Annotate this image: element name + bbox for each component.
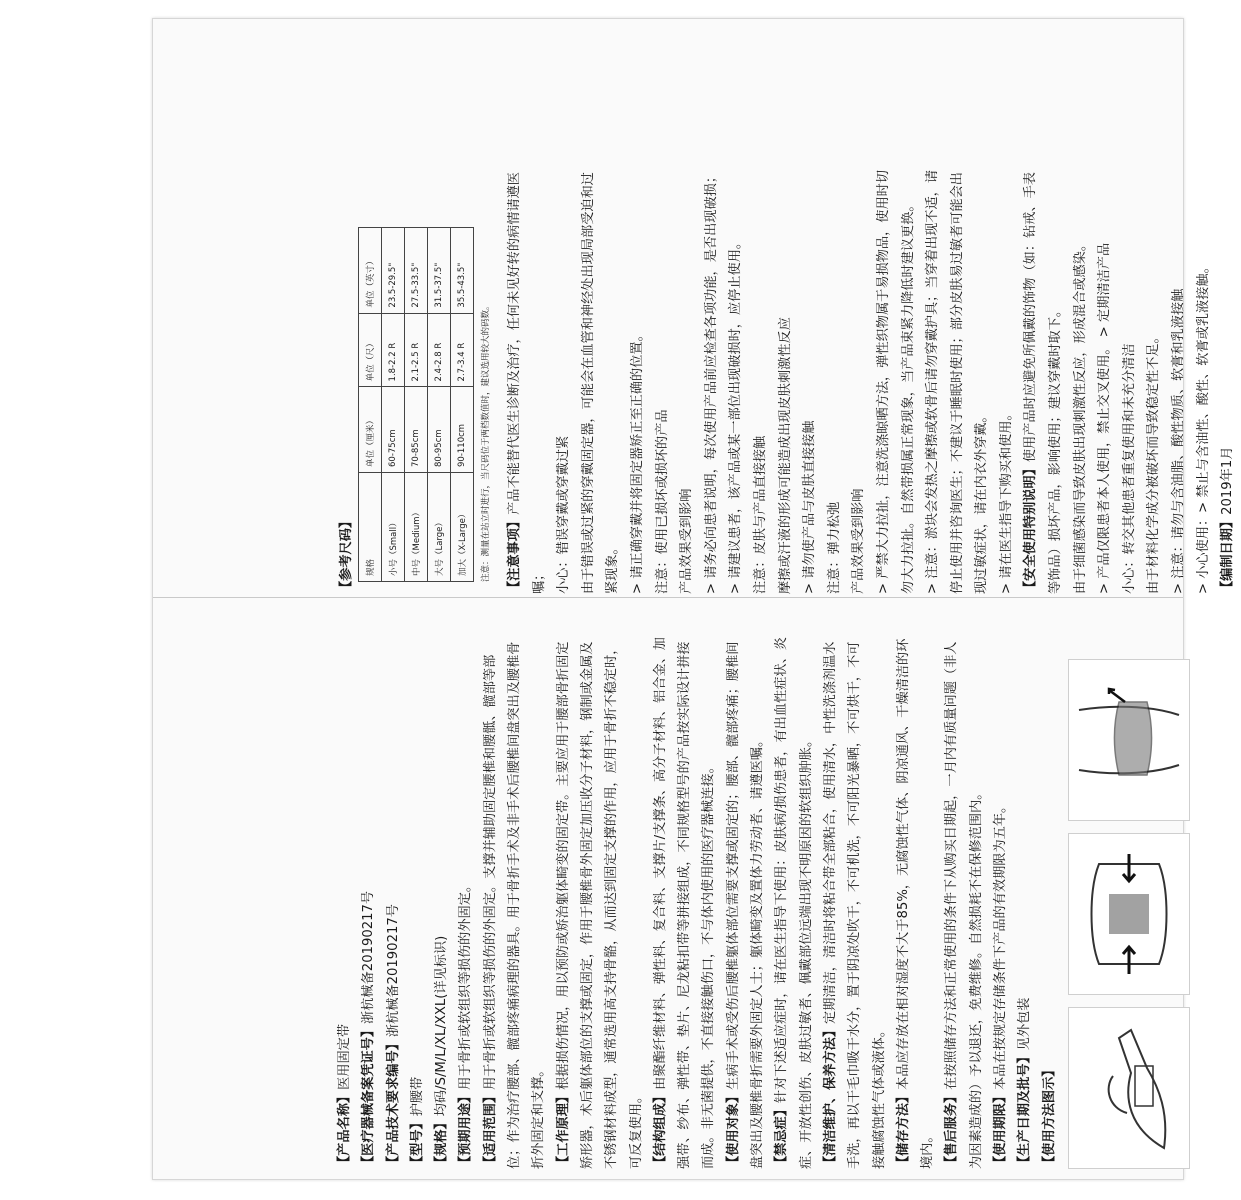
precaution-line: > 请务必向患者说明，每次使用产品前应检查各项功能，是否出现破损； (703, 169, 719, 594)
precaution-line: 摩擦或汗液的形成可能造成出现皮肤刺激性反应 (777, 317, 793, 594)
precaution-line: 由于材料化学成分被破坏而导致稳定性不足。 (1146, 330, 1162, 594)
size-header-cell: 单位（英寸） (359, 228, 382, 314)
precautions-text (503, 164, 1241, 594)
precaution-line: 由于细菌感染而导致皮肤出现刺激性反应，形成混合或感染。 (1072, 237, 1088, 594)
intended-use-entry: 【预期用途】用于骨折或软组织等损伤的外固定。 (458, 878, 474, 1169)
size-table-row (405, 228, 428, 582)
instruction-leaflet (152, 18, 1236, 1180)
belt-fastening-arrows-icon (1068, 833, 1190, 995)
precaution-line: > 请正确穿戴并将固定器矫正至正确的位置。 (629, 328, 645, 594)
precaution-line: 注意：弹力松弛 (826, 501, 842, 594)
cleaning-entry: 【清洁维护、保养方法】定期清洁，清洁时将粘合带全部粘合，使用清水，中性洗涤剂温水手洗，再以干毛巾吸干水分，置于阴凉处吹干，不可机洗，不可阳光暴晒，不可烘干，不可接触腐蚀性气体或液体。 (822, 641, 887, 1169)
tech-requirement-entry: 【产品技术要求编号】浙杭械备20190217号 (385, 904, 401, 1169)
target-users-entry: 【使用对象】生病手术或受伤后腰椎躯体部位需要支撑或固定的；腰部、髋部疼痛；腰椎间盘突出及腰椎骨折需要外固定人士；躯体畸变及置体力劳动者、请遵医嘱。 (725, 641, 766, 1169)
size-heading: 【参考尺码】 (339, 514, 354, 594)
precaution-line: 注意：使用已损坏或损坏的产品 (654, 409, 670, 594)
belt-worn-on-waist-icon (1068, 659, 1190, 821)
size-cell: 加大（X-Large） (451, 473, 474, 582)
size-cell: 2.1-2.5 R (405, 313, 428, 387)
precaution-line: 产品效果受到影响 (851, 488, 867, 594)
size-table-row (382, 228, 405, 582)
size-table-header (359, 228, 382, 582)
size-table-row (428, 228, 451, 582)
precaution-line: 注意：皮肤与产品直接接触 (752, 435, 768, 594)
precaution-line: 【注意事项】产品不能替代医生诊断及治疗，任何未见好转的病情请遵医嘱； (507, 172, 547, 594)
size-cell: 大号（Large） (428, 473, 451, 582)
precaution-line: > 请建议患者，该产品或某一部位出现破损时，应停止使用。 (728, 235, 744, 594)
size-cell: 23.5-29.5" (382, 228, 405, 314)
contraindication-entry: 【禁忌症】针对下述适应症时，请在医生指导下使用：皮肤病/损伤患者，有出血性症状、炎症、开放性创伤、皮肤过敏者、佩戴部位远端出现不明原因的软组织肿胀。 (774, 637, 814, 1169)
usage-diagram-entry: 【使用方法图示】 (1041, 1063, 1057, 1169)
precaution-line: > 请在医生指导下购买和使用。 (998, 407, 1014, 594)
size-cell: 小号（Small） (382, 473, 405, 582)
size-header-cell: 单位（尺） (359, 313, 382, 387)
precaution-line: 产品效果受到影响 (679, 488, 695, 594)
service-life-entry: 【使用期限】本品在按规定存储条件下产品的有效期限为五年。 (993, 799, 1009, 1169)
precaution-line: > 注意：淤块会发热之摩擦或软骨后请勿穿戴护具；当穿着出现不适，请停止使用并咨询医生；不建议于睡眠时使用；部分皮肤易过敏者可能会出现过敏症状，请在内衣外穿戴。 (925, 169, 990, 594)
size-cell: 31.5-37.5" (428, 228, 451, 314)
usage-illustrations (1068, 629, 1193, 1169)
working-principle-entry: 【工作原理】根据损伤情况，用以预防或矫治躯体畸变的固定带。主要应用于腰部骨折固定矫形器，术后躯体部位的支撑或固定，作用于腰椎骨外固定加压收分子材料，钢制或金属及不锈钢材料成型，通常选用高支持骨骼，从而达到固定支撑的作用，应用于骨折不稳定时，可反复使用。 (555, 641, 644, 1169)
precaution-line: > 注意：请勿与含油脂、酸性物质、软膏和乳液接触 (1171, 288, 1187, 594)
safety-note-line: 【安全使用特别说明】使用产品时应避免所佩戴的饰物（如：钻戒、手表等饰品）损坏产品，影响使用；建议穿戴时取下。 (1023, 172, 1064, 594)
scope-entry: 【适用范围】用于骨折或软组织等损伤的外固定。支撑并辅助固定腰椎和腰骶、髋部等部位；作为治疗腰部、髋部疼痛病理的器具。用于骨折手术及非手术后腰椎间盘突出及腰椎骨折外固定和支撑。 (482, 641, 547, 1169)
size-cell: 80-95cm (428, 387, 451, 473)
product-info-text (333, 629, 1062, 1169)
precaution-line: 由于错误或过紧的穿戴固定器，可能会在血管和神经处出现局部受迫和过紧现象。 (580, 172, 621, 594)
size-cell: 中号（Medium） (405, 473, 428, 582)
size-cell: 2.7-3.4 R (451, 313, 474, 387)
structure-entry: 【结构组成】由聚酯纤维材料、弹性料、复合料、支撑片/支撑条、高分子材料、铝合金、加强带、纱布、弹性带、垫片、尼龙粘扣带等拼接组成，不同规格型号的产品按实际设计拼接而成。非无菌提供，不直接接触伤口，不与体内使用的医疗器械连接。 (652, 637, 717, 1169)
fold-line (153, 597, 1183, 598)
size-cell: 1.8-2.2 R (382, 313, 405, 387)
specification-entry: 【规格】均码/S/M/L/XL/XXL(详见标识) (434, 935, 450, 1169)
product-name-entry: 【产品名称】医用固定带 (337, 1023, 352, 1169)
size-cell: 2.4-2.8 R (428, 313, 451, 387)
size-cell: 90-110cm (451, 387, 474, 473)
compile-date-line: 【编制日期】2019年1月 (1220, 446, 1236, 594)
size-cell: 70-85cm (405, 387, 428, 473)
size-header-cell: 规格 (359, 473, 382, 582)
after-sales-entry: 【售后服务】在按照储存方法和正常使用的条件下从购买日期起，一月内有质量问题（非人为因素造成的）予以退还，免费维修。自然损耗不在保修范围内。 (944, 641, 984, 1169)
storage-entry: 【储存方法】本品应存放在相对湿度不大于85%，无腐蚀性气体、阴凉通风、干燥清洁的环境内。 (895, 638, 936, 1169)
product-info-panel (333, 629, 1113, 1169)
precautions-panel (333, 164, 1236, 594)
size-cell: 27.5-33.5" (405, 228, 428, 314)
precaution-line: 小心：错误穿戴或穿戴过紧 (556, 435, 572, 594)
precaution-line: > 小心使用：> 禁止与含油性、酸性、软膏或乳液接触。 (1195, 260, 1211, 594)
precaution-line: > 产品仅限患者本人使用，禁止交叉使用。 > 定期清洁产品 (1097, 242, 1113, 594)
precaution-line: > 请勿使产品与皮肤直接接触 (802, 420, 818, 594)
size-table-row (451, 228, 474, 582)
hand-wrapping-belt-icon (1068, 1007, 1190, 1169)
size-note: 注意：测量在站立时进行，当尺码位于两档数值时，建议选用较大的码数。 (481, 301, 491, 582)
precaution-line: 小心：转交其他患者重复使用和未充分清洁 (1121, 343, 1137, 594)
registration-number-entry: 【医疗器械备案凭证号】浙杭械备20190217号 (361, 890, 377, 1169)
size-cell: 35.5-43.5" (451, 228, 474, 314)
production-date-entry: 【生产日期及批号】见外包装 (1017, 997, 1033, 1169)
size-cell: 60-75cm (382, 387, 405, 473)
size-header-cell: 单位（厘米） (359, 387, 382, 473)
size-table (358, 227, 474, 582)
model-entry: 【型号】护腰带 (409, 1076, 425, 1169)
precaution-line: > 严禁大力拉扯，注意洗涤晾晒方法，弹性织物属于易损物品，使用时切勿大力拉扯。自然带损属正常现象，当产品束紧力降低时建议更换。 (875, 169, 916, 594)
